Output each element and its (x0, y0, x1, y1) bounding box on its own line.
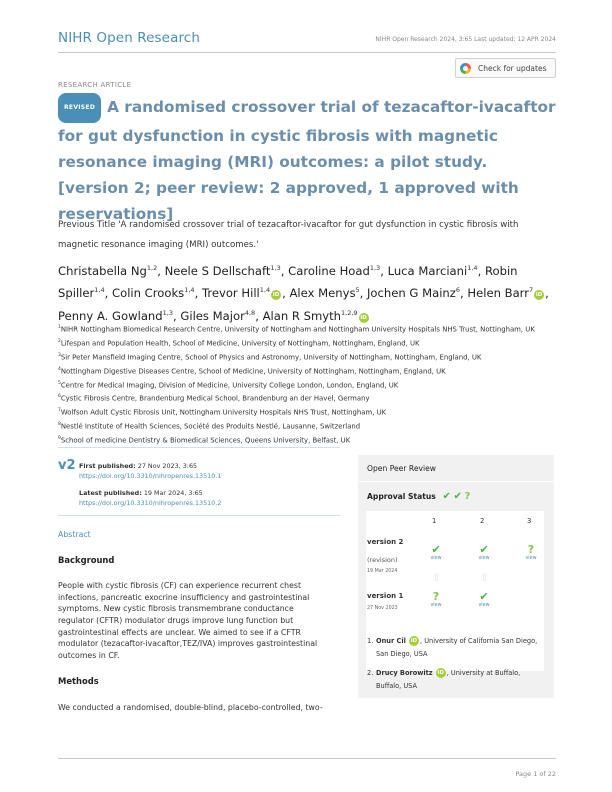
author-name: Alex Menys (289, 286, 356, 301)
affiliation (58, 322, 558, 336)
author-separator: , (280, 263, 289, 278)
orcid-icon[interactable]: iD (272, 292, 280, 299)
reviewer-col-3: 3 (527, 517, 532, 525)
author-separator: , (282, 286, 290, 301)
review-cell[interactable] (472, 544, 496, 561)
author-affiliation: 5 (355, 286, 360, 295)
journal-name[interactable]: NIHR Open Research (58, 30, 200, 46)
reviewer-affiliation: , University at Buffalo, Buffalo, USA (376, 669, 521, 690)
version-2-sub: (revision) (367, 556, 398, 564)
affiliation-text: Nestlé Institute of Health Sciences, Société des Produits Nestlé, Lausanne, Switzerland (60, 422, 361, 431)
approved-icon: ✔ (453, 491, 462, 502)
reviewer-item[interactable] (367, 635, 547, 661)
orcid-icon[interactable]: iD (437, 670, 444, 676)
page-number: Page 1 of 22 (515, 770, 556, 778)
affiliation-text: Cystic Fibrosis Centre, Brandenburg Medical School, Brandenburg an der Havel, Germany (60, 394, 370, 403)
view-link[interactable]: view (430, 603, 442, 608)
reviewer-text (376, 635, 547, 661)
author-name: Caroline Hoad (288, 263, 370, 278)
version-badge: v2 (58, 458, 76, 473)
author-affiliation: 1,3 (162, 308, 173, 317)
author-name: Jochen G Mainz (367, 286, 456, 301)
view-link[interactable]: view (525, 556, 537, 561)
affiliation (58, 378, 558, 392)
author-separator: , (255, 308, 263, 323)
author-separator: , (173, 308, 181, 323)
reservation-icon: ? (527, 543, 535, 556)
latest-published-value: 19 Mar 2024, 3:65 (143, 488, 203, 497)
author-name: Colin Crooks (112, 286, 185, 301)
version-1-label[interactable]: version 1 (367, 592, 404, 600)
reviewer-list (367, 635, 547, 699)
affiliation-number: 5 (58, 380, 61, 386)
crossmark-icon (460, 63, 471, 74)
pub-divider (58, 447, 340, 448)
affiliation-number: 1 (58, 325, 61, 330)
author-affiliation: 1,2,9 (341, 308, 358, 317)
author-name: Trevor Hill (201, 286, 260, 301)
affiliation (58, 433, 558, 447)
author[interactable] (165, 264, 289, 278)
reviewer-name: Drucy Borowitz (376, 669, 433, 677)
open-peer-review-panel (358, 455, 554, 698)
revised-badge: REVISED (58, 93, 101, 123)
version-2-label[interactable]: version 2 (367, 538, 404, 546)
author[interactable] (467, 286, 548, 300)
view-link[interactable]: view (430, 556, 442, 561)
author-separator: , (157, 263, 165, 278)
author[interactable] (388, 264, 485, 278)
affiliation-number: 4 (58, 366, 61, 372)
affiliation-number: 3 (58, 352, 61, 358)
approved-icon: ✔ (479, 590, 489, 603)
author-name: Penny A. Gowland (58, 308, 163, 323)
reviewer-number: 1. (367, 637, 374, 645)
article-type: RESEARCH ARTICLE (58, 81, 132, 89)
reviewer-text (376, 667, 547, 693)
author-affiliation: 6 (455, 286, 460, 295)
view-link[interactable]: view (478, 603, 490, 608)
arrow-up-icon: ⇧ (432, 571, 442, 584)
author-name: Robin Spiller (58, 263, 518, 301)
author[interactable] (58, 264, 165, 278)
author[interactable] (367, 286, 467, 300)
previous-title: Previous Title 'A randomised crossover trial of tezacaftor-ivacaftor for gut dysfunction in cystic fibrosis with magnetic resonance imaging (MRI) outcomes.' (58, 220, 519, 250)
orcid-icon[interactable]: iD (535, 292, 543, 299)
author-separator: , (104, 286, 113, 301)
panel-divider (358, 481, 554, 482)
author-name: Alan R Smyth (262, 308, 342, 323)
affiliation-text: Wolfson Adult Cystic Fibrosis Unit, Nottingham University Hospitals NHS Trust, Nottingham, UK (60, 408, 387, 417)
reviewer-name: Onur Cil (376, 637, 406, 645)
author-name: Luca Marciani (387, 263, 468, 278)
affiliation-text: NIHR Nottingham Biomedical Research Centre, University of Nottingham and Nottingham University Hospitals NHS Trust, Nottingham, UK (60, 325, 535, 334)
affiliation (58, 419, 558, 433)
reviewer-col-2: 2 (480, 517, 485, 525)
author-separator: , (477, 263, 485, 278)
author[interactable] (58, 309, 180, 323)
review-cell[interactable] (472, 591, 496, 608)
check-updates-label: Check for updates (478, 63, 547, 73)
affiliation-number: 6 (58, 394, 61, 400)
affiliation (58, 336, 558, 350)
approved-icon: ✔ (442, 491, 451, 502)
author[interactable] (289, 286, 367, 300)
abstract-divider (58, 515, 340, 516)
approved-icon: ✔ (479, 543, 489, 556)
author-name: Neele S Dellschaft (164, 263, 271, 278)
author[interactable] (263, 309, 370, 323)
view-link[interactable]: view (478, 556, 490, 561)
affiliation-number: 9 (58, 436, 61, 442)
author-list (58, 259, 563, 326)
first-published-value: 27 Nov 2023, 3:65 (137, 462, 198, 470)
header-divider (58, 52, 556, 53)
background-text: People with cystic fibrosis (CF) can experience recurrent chest infections, pancreatic exocrine insufficiency and gastrointestinal symptoms. New cystic fibrosis transmembrane conductance regulator (CFTR) modulator drugs improve lung function but gastrointestinal effects are unclear. We aimed to see if a CFTR modulator (tezacaftor-ivacaftor,TEZ/IVA) improves gastrointestinal outcomes in CF. (58, 581, 318, 660)
affiliation (58, 391, 558, 405)
author-separator: , (380, 263, 388, 278)
approval-status-label: Approval Status (367, 492, 436, 501)
author-affiliation: 1,4 (184, 286, 195, 295)
approved-icon: ✔ (431, 543, 441, 556)
orcid-icon[interactable]: iD (360, 314, 367, 321)
affiliation-number: 8 (58, 422, 61, 428)
reservation-icon: ? (432, 590, 440, 603)
author-separator: , (460, 286, 468, 301)
reviewer-item[interactable] (367, 667, 547, 693)
affiliation-text: Lifespan and Population Health, School of Medicine, University of Nottingham, Nottingham, England, UK (60, 339, 420, 348)
peer-review-title: Open Peer Review (367, 464, 436, 473)
author-affiliation: 1,4 (94, 286, 105, 295)
footer-divider (58, 758, 556, 759)
reviewer-number: 2. (367, 669, 374, 677)
first-published-label: First published: (79, 462, 136, 470)
author[interactable] (180, 309, 262, 323)
methods-text: We conducted a randomised, double-blind, placebo-controlled, two- (58, 702, 323, 712)
check-updates-button[interactable] (455, 58, 556, 78)
author-affiliation: 1,3 (369, 264, 381, 272)
author-affiliation: 1,4 (259, 286, 271, 295)
affiliation (58, 364, 558, 378)
author-affiliation: 1,4 (467, 264, 478, 272)
author-affiliation: 1,3 (270, 264, 281, 272)
orcid-icon[interactable]: iD (410, 638, 418, 644)
author-separator: , (359, 286, 368, 301)
author-name: Christabella Ng (58, 263, 147, 278)
author-affiliation: 4,8 (244, 308, 256, 317)
affiliation-text: School of medicine Dentistry & Biomedical Sciences, Queens University, Belfast, UK (60, 436, 351, 445)
reviewer-col-1: 1 (432, 517, 437, 525)
affiliation (58, 350, 558, 364)
article-meta: NIHR Open Research 2024, 3:65 Last updated: 12 APR 2024 (375, 36, 556, 43)
author-separator: , (545, 286, 549, 301)
author-separator: , (194, 286, 202, 301)
affiliation-list (58, 322, 558, 447)
version-1-date: 27 Nov 2023 (367, 606, 398, 611)
affiliation-text: Sir Peter Mansfield Imaging Centre, School of Physics and Astronomy, University of Nottingham, Nottingham, England, UK (60, 353, 482, 362)
author[interactable] (202, 286, 290, 300)
latest-doi-link[interactable]: https://doi.org/10.3310/nihropenres.13510.2 (79, 499, 222, 508)
reservation-icon: ? (464, 491, 471, 502)
author-affiliation: 1,2 (146, 264, 158, 272)
affiliation-number: 7 (58, 408, 61, 414)
first-doi-link[interactable]: https://doi.org/10.3310/nihropenres.13510.1 (79, 472, 222, 481)
approval-status (367, 491, 470, 502)
latest-published-label: Latest published: (79, 488, 142, 497)
methods-heading: Methods (58, 676, 99, 687)
author-name: Helen Barr (467, 286, 530, 301)
affiliation (58, 405, 558, 419)
review-cell[interactable] (424, 591, 448, 608)
abstract-heading: Abstract (58, 530, 91, 539)
background-heading: Background (58, 554, 115, 565)
affiliation-text: Centre for Medical Imaging, Division of Medicine, University College London, London, England, UK (60, 380, 399, 389)
article-title-text: A randomised crossover trial of tezacaftor-ivacaftor for gut dysfunction in cystic fibrosis with magnetic resonance imaging (MRI) outcomes: a pilot study. [version 2; peer review: 2 approved, 1 approved with reservations] (58, 98, 556, 223)
affiliation-text: Nottingham Digestive Diseases Centre, School of Medicine, University of Nottingham, Nottingham, England, UK (60, 366, 446, 375)
arrow-up-icon: ⇧ (480, 571, 490, 584)
abstract (58, 529, 330, 729)
version-2-date: 19 Mar 2024 (367, 569, 398, 574)
publication-info (79, 461, 221, 509)
affiliation-number: 2 (58, 338, 61, 344)
article-title (58, 93, 558, 227)
author[interactable] (288, 264, 387, 278)
author[interactable] (112, 286, 202, 300)
review-cell[interactable] (519, 544, 543, 561)
author-name: Giles Major (180, 308, 245, 323)
author-affiliation: 7 (529, 286, 534, 295)
review-cell[interactable] (424, 544, 448, 561)
reviewer-affiliation: , University of California San Diego, San Diego, USA (376, 637, 538, 658)
